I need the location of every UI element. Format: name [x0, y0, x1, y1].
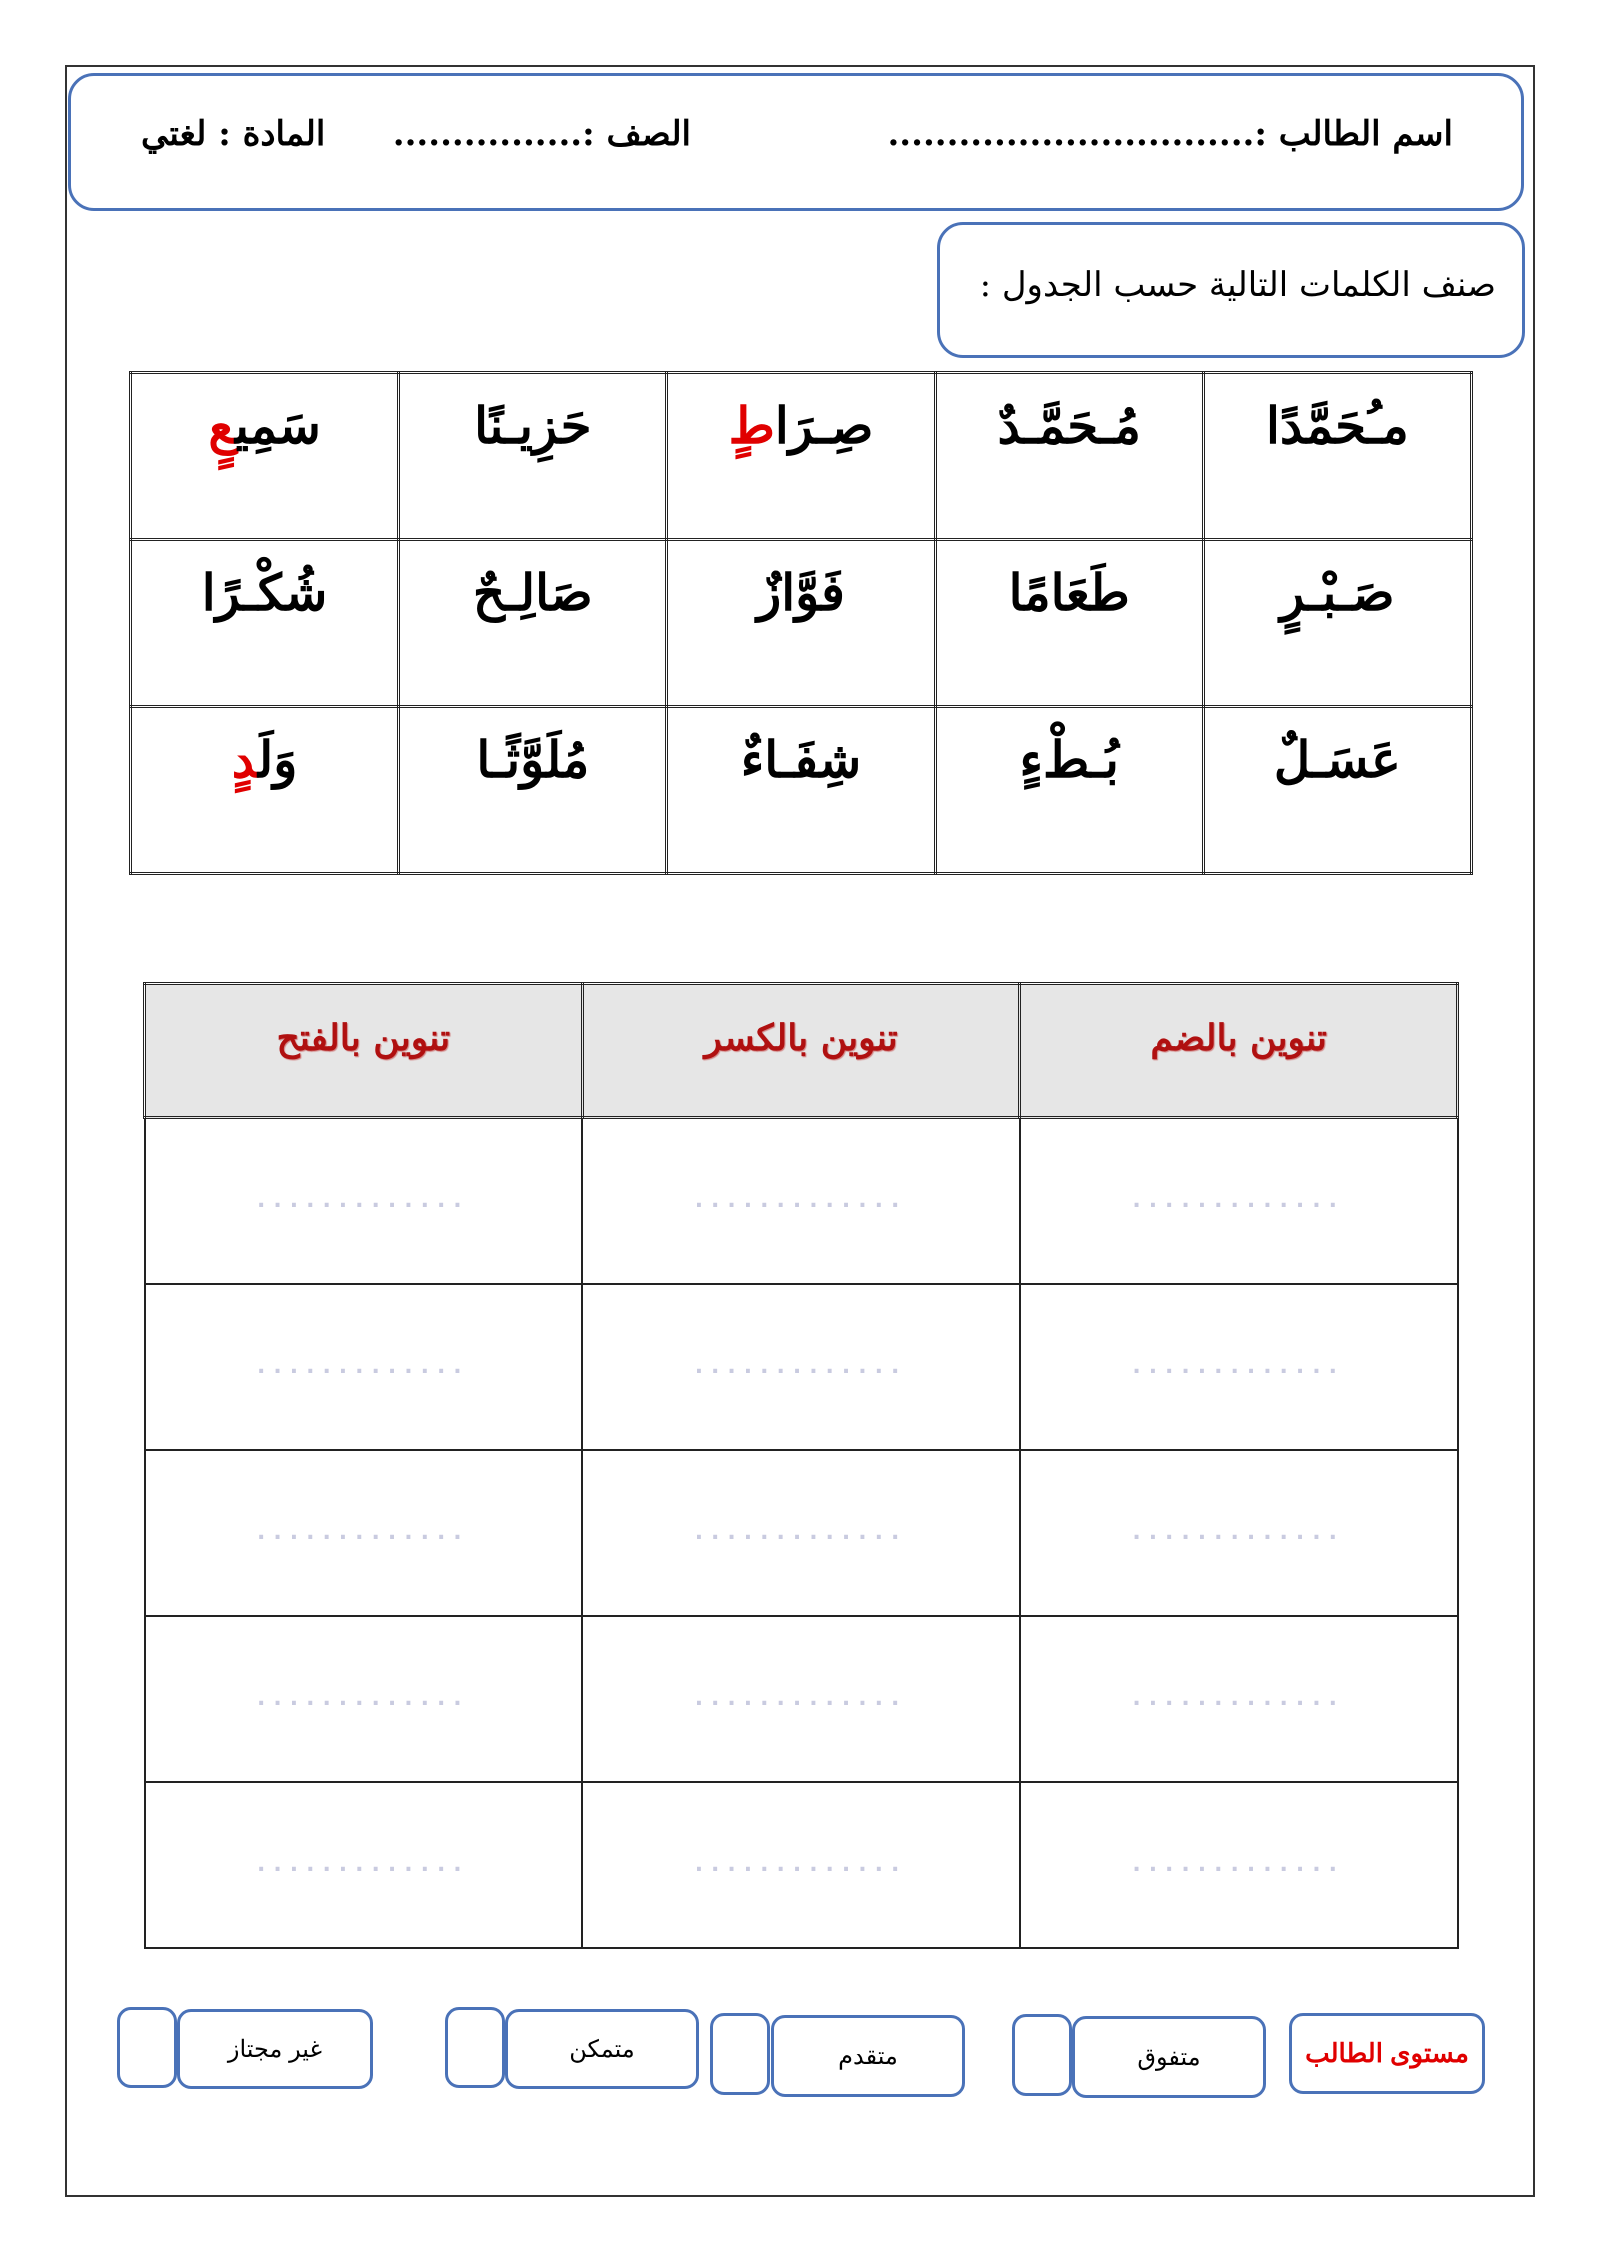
- student-name-label: اسم الطالب :: [1254, 114, 1453, 154]
- word-highlight: عٍ: [208, 396, 235, 455]
- answer-cell[interactable]: [1020, 1450, 1458, 1616]
- words-row: [131, 707, 1472, 874]
- word-cell: [1203, 707, 1471, 874]
- answer-row: [145, 1782, 1458, 1948]
- word-cell: [131, 540, 399, 707]
- word: صَالِـحٌ: [472, 563, 593, 622]
- answer-cell[interactable]: [582, 1118, 1020, 1284]
- answer-cell[interactable]: [1020, 1782, 1458, 1948]
- answer-row: [145, 1616, 1458, 1782]
- word-cell: [667, 540, 935, 707]
- word-cell: [667, 707, 935, 874]
- level-excellent-checkbox[interactable]: [1012, 2014, 1072, 2096]
- answer-blank[interactable]: .............: [694, 1354, 908, 1379]
- word: مُلَوَّثًـا: [476, 730, 590, 789]
- word: عَسَـلٌ: [1273, 730, 1401, 789]
- answer-cell[interactable]: [145, 1118, 583, 1284]
- words-table: [129, 371, 1473, 875]
- word-cell: [1203, 540, 1471, 707]
- subject-label: المادة : لغتي: [141, 114, 326, 154]
- level-excellent-text: متفوق: [1137, 2043, 1201, 2071]
- answer-blank[interactable]: .............: [1132, 1686, 1345, 1711]
- word: حَزِيـنًا: [474, 396, 592, 455]
- answer-blank[interactable]: .............: [257, 1852, 470, 1877]
- level-advanced-checkbox[interactable]: [710, 2013, 770, 2095]
- answer-cell[interactable]: [582, 1284, 1020, 1450]
- answer-cell[interactable]: [145, 1450, 583, 1616]
- word: شُكْـرًا: [201, 563, 328, 622]
- answer-blank[interactable]: .............: [1132, 1852, 1345, 1877]
- instruction-text: صنف الكلمات التالية حسب الجدول :: [979, 265, 1496, 305]
- word: صَـبْـرٍ: [1280, 563, 1395, 622]
- level-excellent-label: [1072, 2016, 1266, 2098]
- classification-table: [143, 982, 1459, 1949]
- level-proficient-text: متمكن: [569, 2035, 635, 2063]
- answer-cell[interactable]: [145, 1782, 583, 1948]
- answer-row: [145, 1450, 1458, 1616]
- level-proficient-checkbox[interactable]: [445, 2007, 505, 2088]
- word-cell: [399, 707, 667, 874]
- answer-blank[interactable]: .............: [694, 1852, 908, 1877]
- word: مـُحَمَّدًا: [1266, 396, 1409, 455]
- word-cell: [935, 707, 1203, 874]
- student-name-blank[interactable]: ...............................: [887, 114, 1255, 154]
- instruction-box: [937, 222, 1525, 358]
- word-cell: [131, 373, 399, 540]
- answer-blank[interactable]: .............: [694, 1520, 908, 1545]
- answer-row: [145, 1284, 1458, 1450]
- word: [232, 730, 298, 789]
- answer-blank[interactable]: .............: [257, 1520, 470, 1545]
- student-info-header: [68, 73, 1524, 211]
- answer-cell[interactable]: [582, 1782, 1020, 1948]
- answer-cell[interactable]: [1020, 1118, 1458, 1284]
- word-highlight: طٍ: [728, 396, 775, 455]
- class-field[interactable]: [393, 114, 691, 154]
- class-label: الصف :: [582, 114, 691, 154]
- header-tanween-fatha: تنوين بالفتح: [145, 984, 583, 1118]
- answer-cell[interactable]: [145, 1284, 583, 1450]
- level-not-passed-label: [177, 2009, 373, 2089]
- student-level-title: [1289, 2013, 1485, 2094]
- word-part: وَلَ: [258, 730, 298, 789]
- header-tanween-damma: تنوين بالضم: [1020, 984, 1458, 1118]
- word-cell: [131, 707, 399, 874]
- answer-cell[interactable]: [582, 1616, 1020, 1782]
- answer-cell[interactable]: [145, 1616, 583, 1782]
- answer-blank[interactable]: .............: [1132, 1188, 1345, 1214]
- words-row: [131, 540, 1472, 707]
- word-cell: [399, 540, 667, 707]
- word: بُـطْءٍ: [1019, 730, 1119, 789]
- answer-blank[interactable]: .............: [694, 1686, 908, 1711]
- word: شِفَـاءٌ: [740, 730, 862, 789]
- answer-blank[interactable]: .............: [257, 1686, 470, 1711]
- word-part: سَمِي: [234, 396, 321, 455]
- answer-row: [145, 1118, 1458, 1284]
- answer-cell[interactable]: [582, 1450, 1020, 1616]
- classification-header-row: [145, 984, 1458, 1118]
- word-cell: [667, 373, 935, 540]
- level-proficient-label: [505, 2009, 699, 2089]
- level-not-passed-text: غير مجتاز: [227, 2035, 323, 2063]
- words-row: [131, 373, 1472, 540]
- answer-cell[interactable]: [1020, 1616, 1458, 1782]
- word-cell: [399, 373, 667, 540]
- answer-cell[interactable]: [1020, 1284, 1458, 1450]
- word: فَوَّازٌ: [757, 563, 845, 622]
- word-cell: [935, 373, 1203, 540]
- level-advanced-text: متقدم: [838, 2042, 898, 2070]
- word: [208, 396, 321, 455]
- level-advanced-label: [771, 2015, 965, 2097]
- header-tanween-kasra: تنوين بالكسر: [582, 984, 1020, 1118]
- word-cell: [1203, 373, 1471, 540]
- student-name-field[interactable]: [887, 114, 1453, 154]
- answer-blank[interactable]: .............: [257, 1188, 470, 1214]
- word: مُـحَمَّـدٌ: [997, 396, 1141, 455]
- answer-blank[interactable]: .............: [1132, 1520, 1345, 1545]
- student-level-title-text: مستوى الطالب: [1305, 2038, 1469, 2068]
- word-cell: [935, 540, 1203, 707]
- word-part: صِـرَا: [774, 396, 874, 455]
- answer-blank[interactable]: .............: [1132, 1354, 1345, 1379]
- class-blank[interactable]: ................: [392, 114, 583, 154]
- answer-blank[interactable]: .............: [694, 1188, 908, 1214]
- level-not-passed-checkbox[interactable]: [117, 2007, 177, 2088]
- word-highlight: دٍ: [231, 730, 259, 789]
- answer-blank[interactable]: .............: [257, 1354, 470, 1379]
- word: طَعَامًا: [1008, 563, 1130, 622]
- word: [729, 396, 874, 455]
